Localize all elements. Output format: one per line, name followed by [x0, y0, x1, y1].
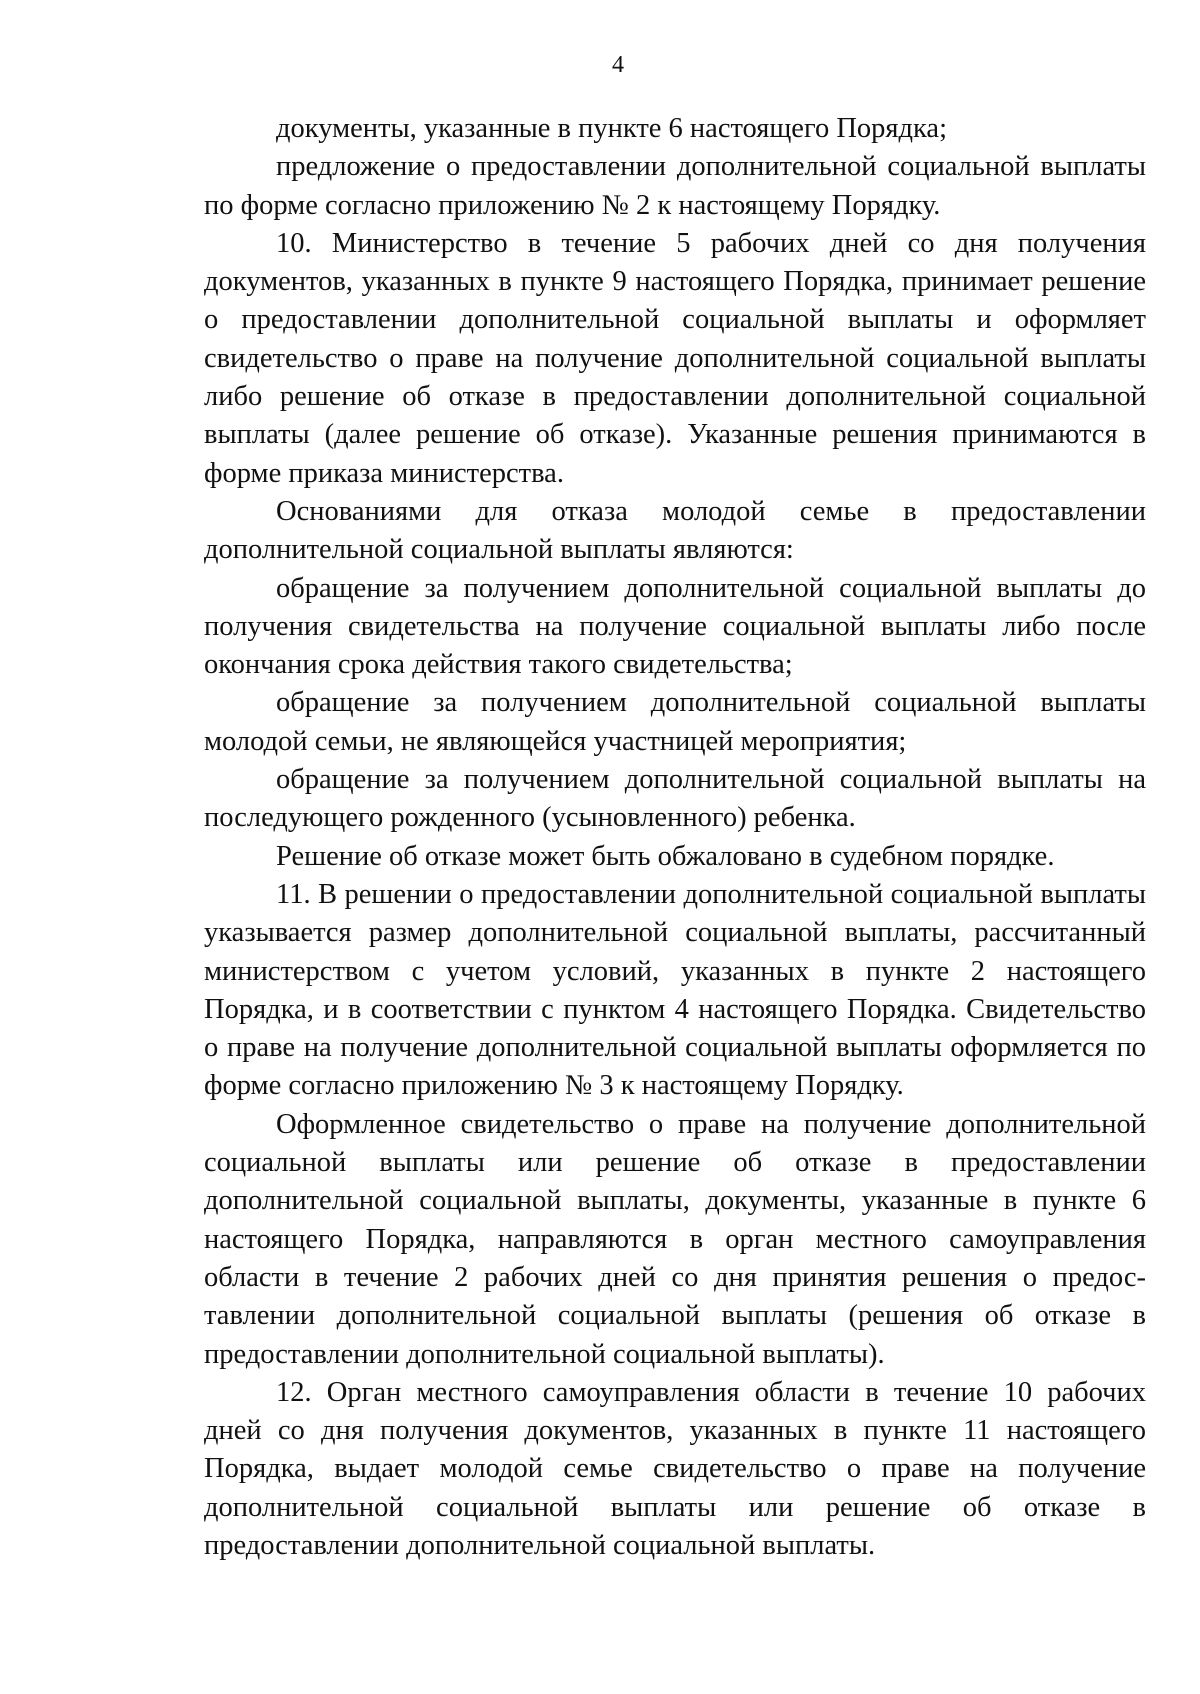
paragraph-refusal-ground-1: обращение за получением дополнительной социальной выплаты до получения свидетельства на получение социальной выплаты либо после окончания срока действия такого свидетельства;: [204, 572, 1146, 681]
paragraph-documents-item: документы, указанные в пункте 6 настоящего Порядка;: [276, 113, 947, 144]
paragraph-proposal-item: предложение о предоставлении дополнительной социальной выплаты по форме согласно приложению № 2 к настоящему Порядку.: [204, 151, 1146, 221]
paragraph-refusal-grounds: Основаниями для отказа молодой семье в предоставлении дополнительной социальной выплаты являются:: [204, 495, 1146, 566]
paragraph-clause-10: 10. Министерство в течение 5 рабочих дней со дня получения документов, указанных в пункте 9 настоящего Порядка, принимает решение о предоставлении дополнительной социальной выплаты и оформляет свидетельство о праве на получение дополнительной социальной выплаты либо решение об отказе в предоставлении дополнительной социальной выплаты (далее решение об отказе). Указанные решения принимаются в форме приказа министерства.: [204, 227, 1146, 489]
paragraph-refusal-ground-2: обращение за получением дополнительной социальной выплаты молодой семьи, не являющейся участницей мероприятия;: [204, 687, 1146, 757]
page-number: 4: [612, 52, 624, 78]
paragraph-refusal-ground-3: обращение за получением дополнительной социальной выплаты на последующего рожденного (усыновленного) ребенка.: [204, 764, 1146, 834]
paragraph-clause-12: 12. Орган местного самоуправления области в течение 10 рабочих дней со дня получения документов, указанных в пункте 11 настоящего Порядка, выдает молодой семье свидетельство о праве на получение дополнительной социальной выплаты или решение об отказе в предоставлении дополнительной социальной выплаты.: [204, 1376, 1146, 1561]
paragraph-clause-11: 11. В решении о предоставлении дополнительной социальной выплаты указывается размер дополнительной социальной выплаты, рассчитанный министерством с учетом условий, указанных в пункте 2 настоящего Порядка, и в соответствии с пунктом 4 настоящего Порядка. Свидетельство о праве на получение дополнительной социальной выплаты оформляется по форме согласно приложению № 3 к настоящему Порядку.: [204, 878, 1146, 1102]
paragraph-appeal: Решение об отказе может быть обжаловано в судебном порядке.: [276, 840, 1055, 872]
paragraph-certificate-sent: Оформленное свидетельство о праве на получение дополнительной социальной выплаты или решение об отказе в предоставлении дополнительной социальной выплаты, документы, указанные в пункте 6 настоящего Порядка, направляются в орган местного самоуправления области в течение 2 рабочих дней со дня принятия решения о предоставлении дополнительной социальной выплаты (решения об отказе в предоставлении дополнительной социальной выплаты).: [204, 1108, 1146, 1370]
document-body: [204, 110, 1146, 1565]
